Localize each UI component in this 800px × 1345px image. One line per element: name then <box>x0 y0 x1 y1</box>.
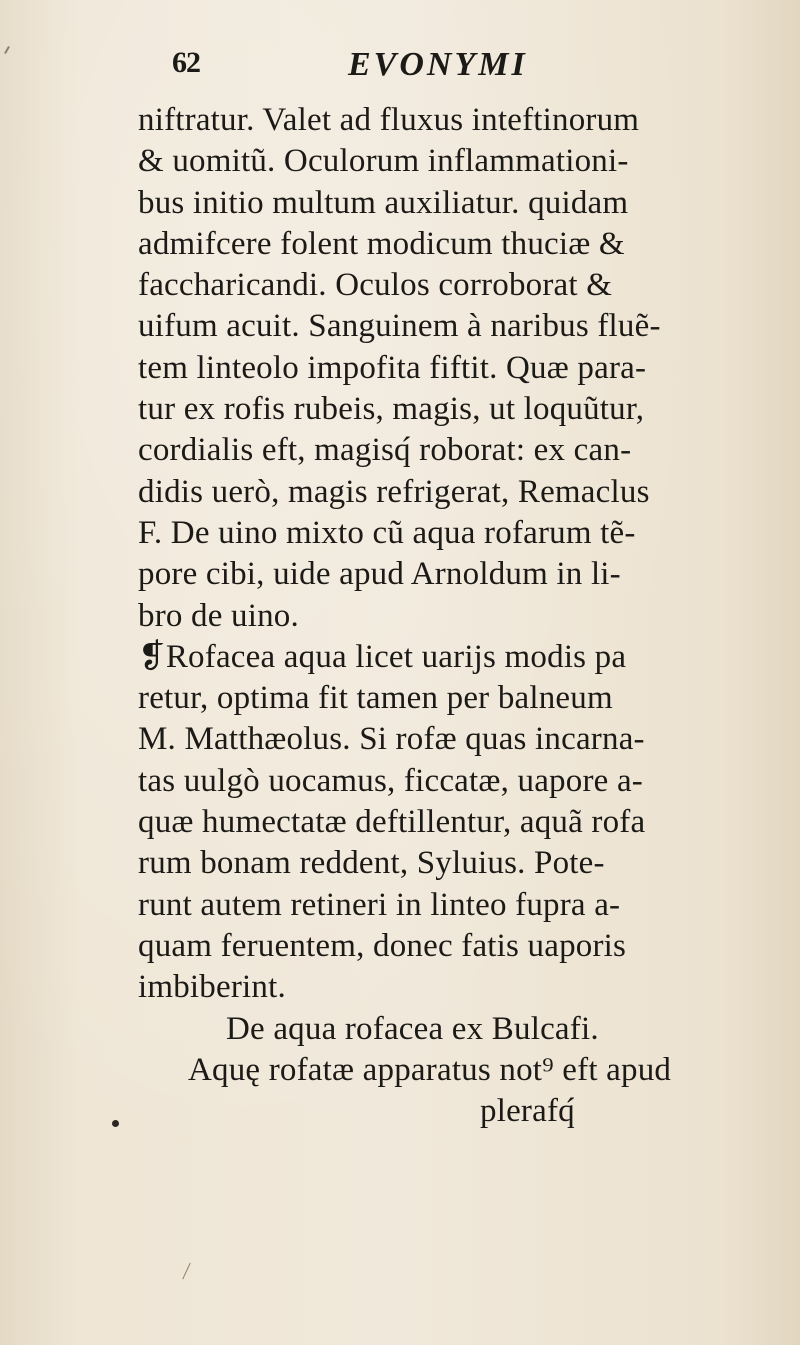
text-line: tas uulgò uocamus, ficcatæ, uapore a- <box>138 762 643 799</box>
text-line: bus initio multum auxiliatur. quidam <box>138 184 629 221</box>
text-line: retur, optima fit tamen per balneum <box>138 680 613 717</box>
stray-mark <box>182 1263 191 1280</box>
text-line: quæ humectatæ deftillentur, aquã rofa <box>138 804 646 841</box>
text-line: faccharicandi. Oculos corroborat & <box>138 267 613 304</box>
paragraph-start-line: ❡Rofacea aqua licet uarijs modis pa <box>138 638 627 675</box>
text-line: pore cibi, uide apud Arnoldum in li- <box>138 556 621 593</box>
text-line: tur ex rofis rubeis, magis, ut loquũtur, <box>138 391 645 428</box>
body-text <box>138 100 778 1132</box>
text-line: cordialis eft, magisq́ roborat: ex can- <box>138 432 632 469</box>
text-line: quam feruentem, donec fatis uaporis <box>138 927 627 964</box>
text-line: F. De uino mixto cũ aqua rofarum tẽ- <box>138 514 636 551</box>
running-head: EVONYMI <box>348 46 528 83</box>
text-line: & uomitũ. Oculorum inflammationi- <box>138 143 629 180</box>
catchword: plerafq́ <box>480 1093 575 1130</box>
text-line: admifcere folent modicum thuciæ & <box>138 225 625 262</box>
page-number: 62 <box>172 46 200 79</box>
margin-bullet-mark <box>112 1120 119 1127</box>
text-line: didis uerò, magis refrigerat, Remaclus <box>138 473 650 510</box>
page-header <box>0 38 800 88</box>
text-line: imbiberint. <box>138 969 286 1006</box>
text-line: niftratur. Valet ad fluxus inteftinorum <box>138 102 640 138</box>
text-line: runt autem retineri in linteo fupra a- <box>138 886 621 923</box>
text-line: Aquę rofatæ apparatus not⁹ eft apud <box>188 1051 672 1088</box>
text-line: M. Matthæolus. Si rofæ quas incarna- <box>138 721 645 758</box>
text-line: uifum acuit. Sanguinem à naribus fluẽ- <box>138 308 661 345</box>
text-line: bro de uino. <box>138 597 299 634</box>
text-line: rum bonam reddent, Syluius. Pote- <box>138 845 605 882</box>
section-heading: De aqua rofacea ex Bulcafi. <box>226 1010 599 1047</box>
text-line: tem linteolo impofita fiftit. Quæ para- <box>138 349 647 386</box>
